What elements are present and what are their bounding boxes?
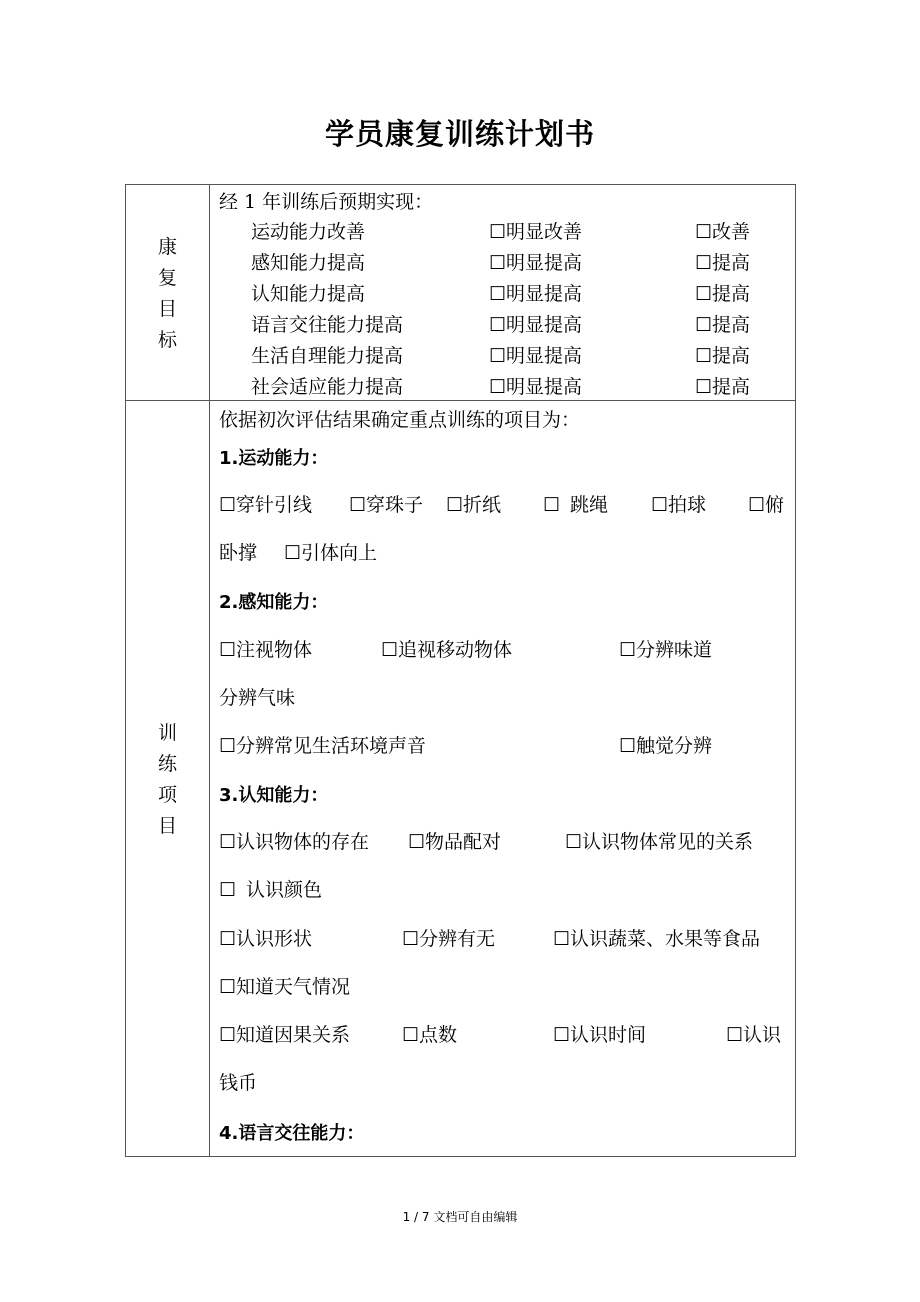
goals-label-char: 标 [157,329,177,351]
goal-option-checkbox[interactable]: ☐ 改善 [695,220,750,244]
training-checkbox[interactable]: ☐ 拍球 [651,493,706,517]
table-row-divider [125,400,796,401]
training-checkbox[interactable]: ☐ 认识形状 [219,927,312,951]
training-checkbox[interactable]: ☐ 认识 [726,1023,781,1047]
goals-label-char: 康 [157,236,177,258]
training-intro: 依据初次评估结果确定重点训练的项目为： [219,409,581,431]
goal-item: 语言交往能力提高 [251,314,404,336]
training-checkbox[interactable]: ☐ 俯 [748,493,784,517]
training-label-char: 训 [157,722,177,744]
goals-intro: 经 1 年训练后预期实现： [219,191,434,213]
training-checkbox[interactable]: ☐ 触觉分辨 [619,734,712,758]
training-label [126,718,209,842]
training-checkbox[interactable]: ☐ 知道天气情况 [219,975,350,999]
goal-option-checkbox[interactable]: ☐ 明显提高 [489,282,582,306]
training-checkbox[interactable]: ☐ 追视移动物体 [381,638,512,662]
goal-option-checkbox[interactable]: ☐ 明显提高 [489,344,582,368]
training-checkbox[interactable]: ☐ 穿珠子 [349,493,423,517]
section-heading: 4.语言交往能力： [219,1123,365,1144]
section-heading: 3.认知能力： [219,785,329,806]
training-checkbox[interactable]: ☐ 注视物体 [219,638,312,662]
goals-label [126,232,209,356]
goal-option-checkbox[interactable]: ☐ 提高 [695,375,750,399]
goal-item: 生活自理能力提高 [251,345,404,367]
goal-option-checkbox[interactable]: ☐ 明显提高 [489,251,582,275]
goal-item: 社会适应能力提高 [251,376,404,398]
table-border-top [125,184,796,185]
training-checkbox[interactable]: ☐ 分辨味道 [619,638,712,662]
table-column-divider [209,184,210,1157]
page-footer: 1 / 7 文档可自由编辑 [402,1210,518,1224]
section-heading: 2.感知能力： [219,592,329,613]
goal-option-checkbox[interactable]: ☐ 提高 [695,313,750,337]
document-title: 学员康复训练计划书 [324,117,595,151]
goal-option-checkbox[interactable]: ☐ 提高 [695,251,750,275]
goal-option-checkbox[interactable]: ☐ 提高 [695,282,750,306]
goal-item: 运动能力改善 [251,221,366,243]
wrapped-text: 分辨气味 [219,687,296,709]
checkbox-icon[interactable] [219,879,236,901]
goal-option-checkbox[interactable]: ☐ 明显提高 [489,313,582,337]
goal-option-checkbox[interactable]: ☐ 明显改善 [489,220,582,244]
goal-option-checkbox[interactable]: ☐ 提高 [695,344,750,368]
goal-item: 感知能力提高 [251,252,366,274]
training-checkbox[interactable]: ☐ 分辨有无 [402,927,495,951]
training-checkbox[interactable]: ☐ 知道因果关系 [219,1023,350,1047]
goals-label-char: 复 [157,267,177,289]
table-border-bottom [125,1156,796,1157]
training-checkbox[interactable]: ☐ 分辨常见生活环境声音 [219,734,426,758]
training-label-char: 练 [157,753,177,775]
training-checkbox[interactable]: ☐ 认识物体常见的关系 [565,830,753,854]
checkbox-icon[interactable] [543,494,560,516]
section-heading: 1.运动能力： [219,448,329,469]
training-checkbox[interactable]: ☐ 物品配对 [408,830,501,854]
training-checkbox[interactable] [219,878,322,902]
training-checkbox[interactable]: ☐ 点数 [402,1023,457,1047]
goal-item: 认知能力提高 [251,283,366,305]
training-checkbox[interactable] [543,493,608,517]
goals-label-char: 目 [157,298,177,320]
checkbox-label: 认识颜色 [246,879,323,901]
training-checkbox[interactable]: ☐ 引体向上 [284,541,377,565]
training-checkbox[interactable]: ☐ 认识时间 [553,1023,646,1047]
wrapped-text: 钱币 [219,1072,258,1094]
goal-option-checkbox[interactable]: ☐ 明显提高 [489,375,582,399]
wrapped-text: 卧撑 [219,542,258,564]
training-checkbox[interactable]: ☐ 认识物体的存在 [219,830,369,854]
training-checkbox[interactable]: ☐ 穿针引线 [219,493,312,517]
training-checkbox[interactable]: ☐ 折纸 [446,493,501,517]
training-label-char: 项 [157,784,177,806]
table-border-right [795,184,796,1157]
checkbox-label: 跳绳 [570,494,609,516]
training-label-char: 目 [157,815,177,837]
training-checkbox[interactable]: ☐ 认识蔬菜、水果等食品 [553,927,760,951]
